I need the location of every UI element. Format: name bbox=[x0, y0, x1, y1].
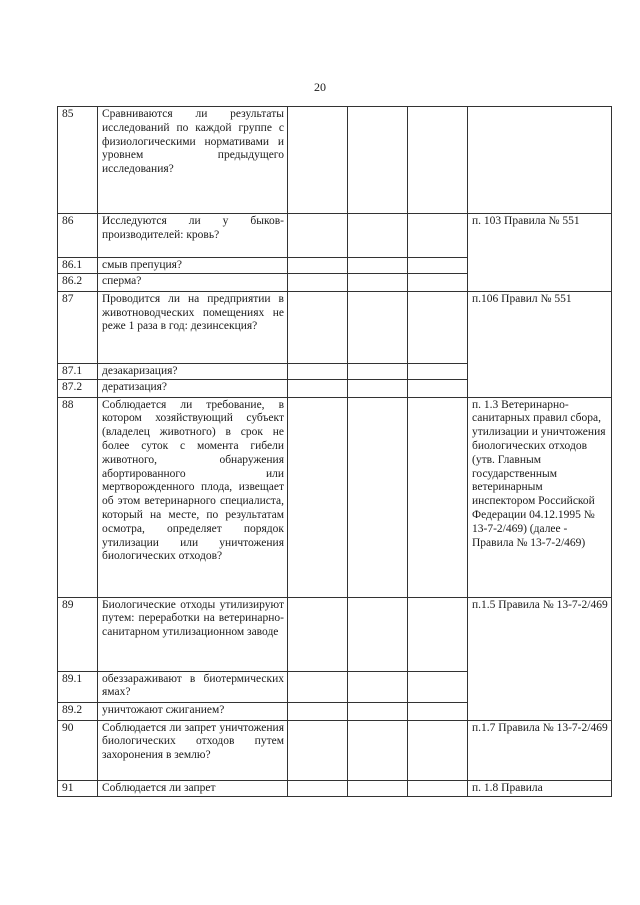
answer-cell-na bbox=[408, 291, 468, 363]
answer-cell-na bbox=[408, 671, 468, 702]
answer-cell-na bbox=[408, 363, 468, 379]
answer-cell-yes bbox=[288, 363, 348, 379]
table-row bbox=[58, 214, 612, 258]
legal-reference: п. 103 Правила № 551 bbox=[468, 214, 612, 292]
item-number: 86.2 bbox=[58, 273, 98, 291]
answer-cell-no bbox=[348, 291, 408, 363]
requirement-question: уничтожают сжиганием? bbox=[98, 702, 288, 720]
table-row bbox=[58, 780, 612, 796]
requirement-question: Исследуются ли у быков-производителей: кровь? bbox=[98, 214, 288, 258]
item-number: 85 bbox=[58, 107, 98, 214]
checklist-table bbox=[57, 106, 612, 797]
answer-cell-na bbox=[408, 597, 468, 671]
table-row bbox=[58, 597, 612, 671]
requirement-question: смыв препуция? bbox=[98, 258, 288, 274]
answer-cell-yes bbox=[288, 702, 348, 720]
requirement-question: дезакаризация? bbox=[98, 363, 288, 379]
page-number: 20 bbox=[314, 80, 326, 94]
legal-reference: п. 1.8 Правила bbox=[468, 780, 612, 796]
requirement-question: обеззараживают в биотермических ямах? bbox=[98, 671, 288, 702]
answer-cell-no bbox=[348, 720, 408, 780]
answer-cell-no bbox=[348, 780, 408, 796]
answer-cell-yes bbox=[288, 107, 348, 214]
answer-cell-yes bbox=[288, 273, 348, 291]
item-number: 87 bbox=[58, 291, 98, 363]
answer-cell-no bbox=[348, 214, 408, 258]
item-number: 87.2 bbox=[58, 379, 98, 397]
answer-cell-yes bbox=[288, 379, 348, 397]
answer-cell-na bbox=[408, 214, 468, 258]
answer-cell-yes bbox=[288, 780, 348, 796]
answer-cell-na bbox=[408, 107, 468, 214]
answer-cell-na bbox=[408, 379, 468, 397]
table-row bbox=[58, 720, 612, 780]
requirement-question: Биологические отходы утилизируют путем: переработки на ветеринарно-санитарном утилизационном заводе bbox=[98, 597, 288, 671]
answer-cell-no bbox=[348, 702, 408, 720]
answer-cell-no bbox=[348, 397, 408, 597]
answer-cell-na bbox=[408, 702, 468, 720]
answer-cell-no bbox=[348, 671, 408, 702]
answer-cell-no bbox=[348, 363, 408, 379]
requirement-question: Проводится ли на предприятии в животноводческих помещениях не реже 1 раза в год: дезинсекция? bbox=[98, 291, 288, 363]
item-number: 89.2 bbox=[58, 702, 98, 720]
answer-cell-yes bbox=[288, 214, 348, 258]
legal-reference: п. 1.3 Ветеринарно-санитарных правил сбора, утилизации и уничтожения биологических отходов (утв. Главным государственным ветеринарным инспектором Российской Федерации 04.12.1995 № 13-7-2/469) (далее - Правила № 13-7-2/469) bbox=[468, 397, 612, 597]
answer-cell-na bbox=[408, 273, 468, 291]
item-number: 88 bbox=[58, 397, 98, 597]
answer-cell-yes bbox=[288, 720, 348, 780]
answer-cell-no bbox=[348, 107, 408, 214]
answer-cell-na bbox=[408, 720, 468, 780]
legal-reference: п.1.7 Правила № 13-7-2/469 bbox=[468, 720, 612, 780]
answer-cell-na bbox=[408, 258, 468, 274]
requirement-question: Соблюдается ли требование, в котором хозяйствующий субъект (владелец животного) в срок не более суток с момента гибели животного, обнаружения абортированного или мертворожденного плода, извещает об этом ветеринарного специалиста, который на месте, по результатам осмотра, определяет порядок утилизации или уничтожения биологических отходов? bbox=[98, 397, 288, 597]
item-number: 86 bbox=[58, 214, 98, 258]
table-row bbox=[58, 107, 612, 214]
answer-cell-na bbox=[408, 780, 468, 796]
requirement-question: Соблюдается ли запрет уничтожения биологических отходов путем захоронения в землю? bbox=[98, 720, 288, 780]
answer-cell-na bbox=[408, 397, 468, 597]
answer-cell-yes bbox=[288, 258, 348, 274]
requirement-question: дератизация? bbox=[98, 379, 288, 397]
answer-cell-yes bbox=[288, 671, 348, 702]
item-number: 86.1 bbox=[58, 258, 98, 274]
answer-cell-no bbox=[348, 597, 408, 671]
table-row bbox=[58, 397, 612, 597]
requirement-question: Соблюдается ли запрет bbox=[98, 780, 288, 796]
legal-reference: п.1.5 Правила № 13-7-2/469 bbox=[468, 597, 612, 720]
answer-cell-no bbox=[348, 379, 408, 397]
answer-cell-yes bbox=[288, 291, 348, 363]
item-number: 91 bbox=[58, 780, 98, 796]
answer-cell-yes bbox=[288, 597, 348, 671]
item-number: 89 bbox=[58, 597, 98, 671]
item-number: 87.1 bbox=[58, 363, 98, 379]
legal-reference bbox=[468, 107, 612, 214]
legal-reference: п.106 Правил № 551 bbox=[468, 291, 612, 397]
item-number: 89.1 bbox=[58, 671, 98, 702]
answer-cell-yes bbox=[288, 397, 348, 597]
item-number: 90 bbox=[58, 720, 98, 780]
requirement-question: Сравниваются ли результаты исследований по каждой группе с физиологическими нормативами и уровнем предыдущего исследования? bbox=[98, 107, 288, 214]
answer-cell-no bbox=[348, 273, 408, 291]
table-row bbox=[58, 291, 612, 363]
requirement-question: сперма? bbox=[98, 273, 288, 291]
answer-cell-no bbox=[348, 258, 408, 274]
